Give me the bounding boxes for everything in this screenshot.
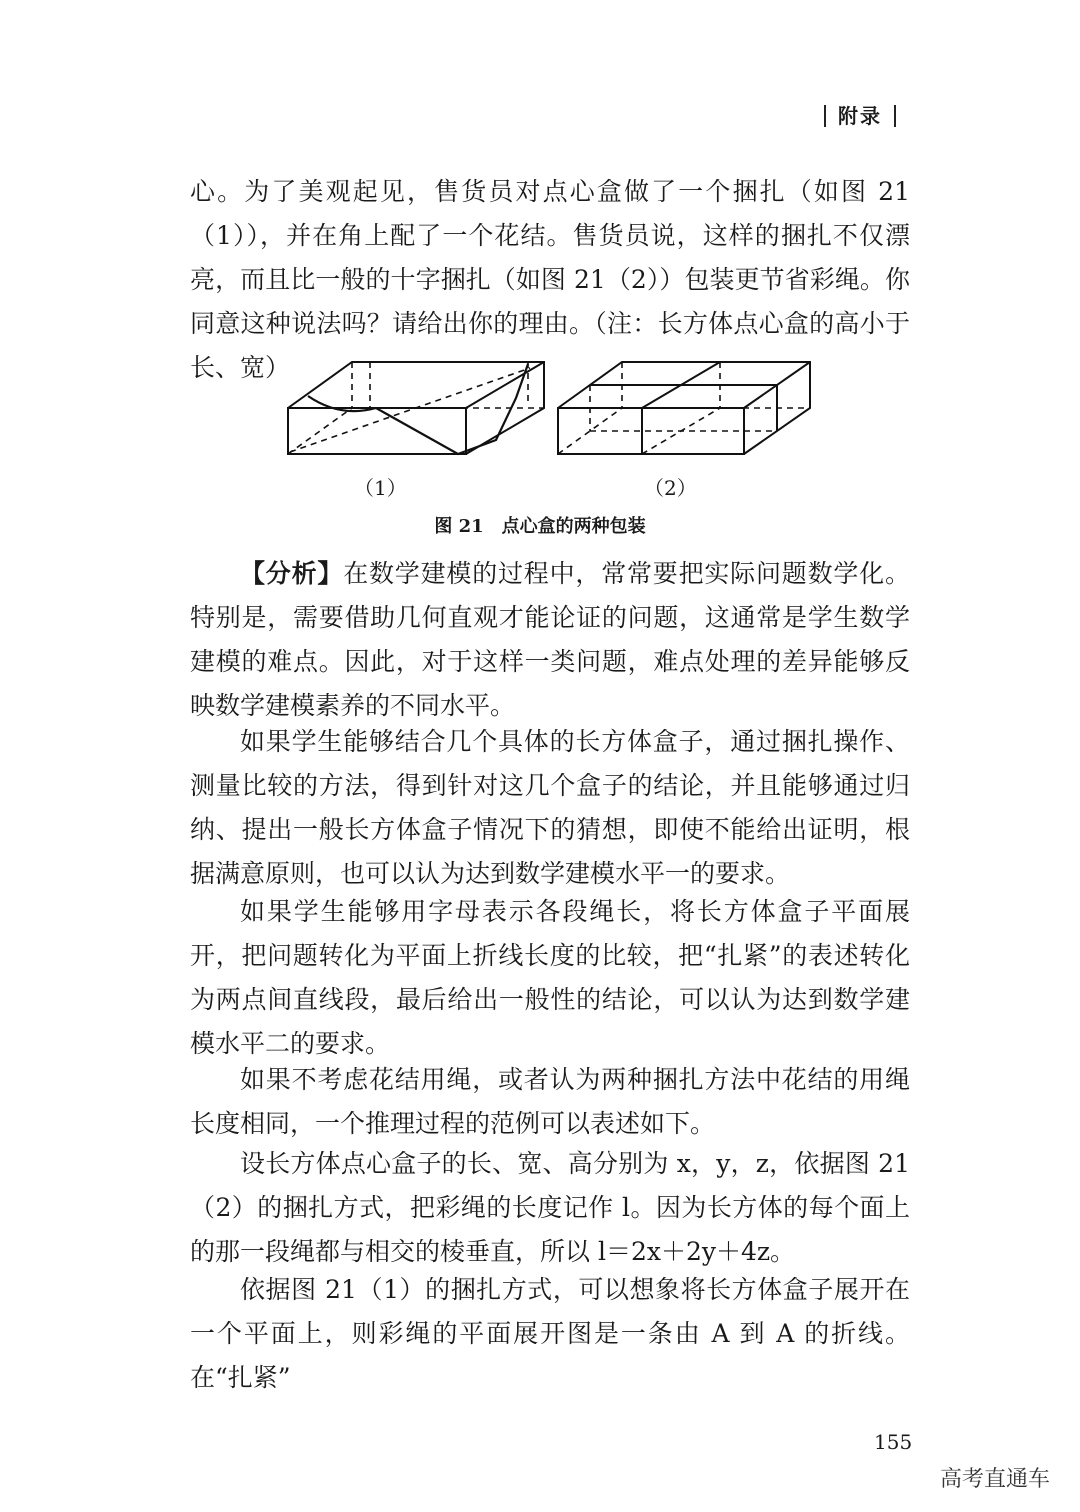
figure-label-1: （1） [354, 476, 407, 500]
level-one-paragraph: 如果学生能够结合几个具体的长方体盒子，通过捆扎操作、测量比较的方法，得到针对这几个盒子的结论，并且能够通过归纳、提出一般长方体盒子情况下的猜想，即使不能给出证明，根据满意原则，也可以认为达到数学建模水平一的要求。 [190, 727, 910, 888]
reasoning-paragraph-1: 设长方体点心盒子的长、宽、高分别为 x，y，z，依据图 21（2）的捆扎方式，把彩绳的长度记作 l。因为长方体的每个面上的那一段绳都与相交的棱垂直，所以 l＝2x＋2y＋4z。 [190, 1149, 910, 1266]
header-bar-right [894, 105, 896, 127]
box-1-ribbon-diagram [288, 362, 544, 454]
reasoning-paragraph-2: 依据图 21（1）的捆扎方式，可以想象将长方体盒子展开在一个平面上，则彩绳的平面展开图是一条由 A 到 A 的折线。在“扎紧” [190, 1275, 910, 1392]
analysis-text: 在数学建模的过程中，常常要把实际问题数学化。特别是，需要借助几何直观才能论证的问题，这通常是学生数学建模的难点。因此，对于这样一类问题，难点处理的差异能够反映数学建模素养的不同水平。 [190, 559, 910, 720]
header-bar-left [824, 105, 826, 127]
running-header [812, 100, 908, 129]
analysis-paragraph [190, 552, 910, 728]
level-two-paragraph: 如果学生能够用字母表示各段绳长，将长方体盒子平面展开，把问题转化为平面上折线长度的比较，把“扎紧”的表述转化为两点间直线段，最后给出一般性的结论，可以认为达到数学建模水平二的要求。 [190, 897, 910, 1058]
problem-paragraph: 心。为了美观起见，售货员对点心盒做了一个捆扎（如图 21（1）），并在角上配了一个花结。售货员说，这样的捆扎不仅漂亮，而且比一般的十字捆扎（如图 21（2））包装更节省彩绳。你同意这种说法吗？请给出你的理由。（注：长方体点心盒的高小于长、宽） [190, 177, 910, 382]
watermark: 高考直通车 [940, 1467, 1051, 1492]
header-section-title: 附录 [838, 104, 882, 128]
figure-caption: 图 21 点心盒的两种包装 [434, 516, 646, 537]
box-2-cross-ribbon-diagram [558, 362, 810, 454]
assumption-paragraph: 如果不考虑花结用绳，或者认为两种捆扎方法中花结的用绳长度相同，一个推理过程的范例可以表述如下。 [190, 1065, 910, 1138]
page-number: 155 [874, 1430, 913, 1454]
figure-label-2: （2） [644, 476, 697, 500]
analysis-label: 【分析】 [240, 559, 344, 588]
